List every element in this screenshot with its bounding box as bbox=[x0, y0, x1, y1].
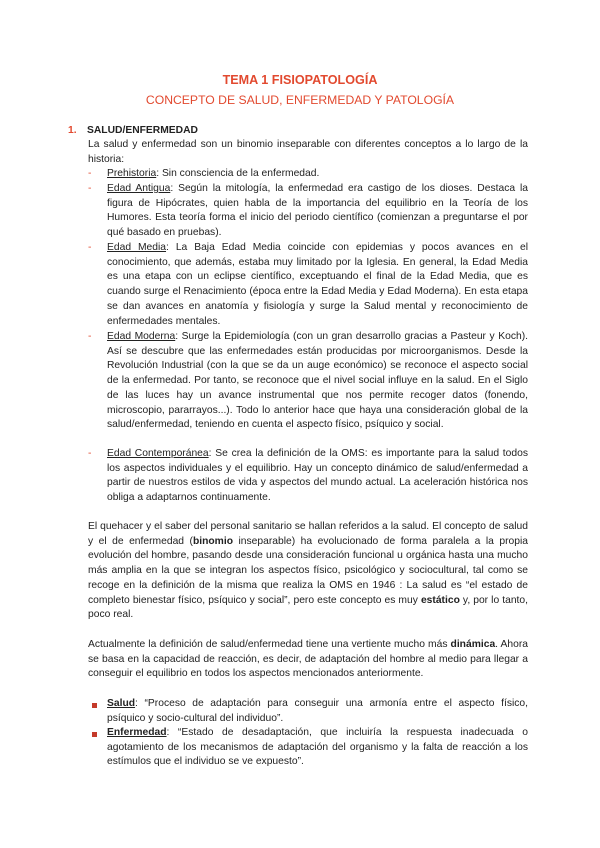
history-term: Edad Antigua bbox=[107, 183, 171, 194]
bullet-marker: - bbox=[88, 331, 92, 342]
history-item-edad-antigua bbox=[107, 182, 528, 241]
emphasis-dinamica: dinámica bbox=[450, 639, 496, 650]
bullet-marker: - bbox=[88, 183, 92, 194]
history-item-edad-media bbox=[107, 241, 528, 329]
history-text: : Se crea la definición de la OMS: es importante para la salud todos los aspectos individuales y el equilibrio. Hay un concepto dinámico de salud/enfermedad a partir de nuestros estilos de vida y aspectos del mundo actual. La aceleración histórica nos obliga a adaptarnos continuamente. bbox=[107, 448, 528, 504]
section-title: SALUD/ENFERMEDAD bbox=[87, 125, 198, 136]
bullet-marker: - bbox=[88, 168, 92, 179]
document-title: TEMA 1 FISIOPATOLOGÍA bbox=[222, 73, 378, 87]
history-item-prehistoria bbox=[107, 167, 528, 182]
emphasis-binomio: binomio bbox=[192, 535, 233, 547]
history-term: Edad Media bbox=[107, 242, 167, 253]
history-term: Edad Contemporánea bbox=[107, 448, 209, 459]
history-text: : Surge la Epidemiología (con un gran desarrollo gracias a Pasteur y Koch). Así se descubre que las enfermedades están producidas por microorganismos. Desde la Revolución Industrial (con la que se da un auge económico) se reconoce el aspecto social de la enfermedad. Por tanto, se reconoce que el nivel social influye en la salud. En el Siglo de las luces hay un avance instrumental que nos permite recoger datos (fonendo, microscopio, pararrayos...). Todo lo anterior hace que haya una consideración global de la salud/enfermedad, teniendo en cuenta el aspecto físico, psíquico y social. bbox=[107, 331, 528, 431]
history-item-edad-moderna bbox=[107, 330, 528, 433]
paragraph-text: inseparable) ha evolucionado de forma paralela a la propia evolución del hombre, pasando desde una consideración funcional u orgánica hasta una mucho más amplia en la que se integran los aspectos físico, psicológico y sociocultural, tal como se recoge en la definición de la misma que realiza la OMS en 1946 : La salud es “el estado de completo bienestar físico, psíquico y social”, pero este concepto es muy bbox=[88, 535, 528, 606]
document-subtitle: CONCEPTO DE SALUD, ENFERMEDAD Y PATOLOGÍA bbox=[145, 93, 455, 107]
history-term: Prehistoria bbox=[107, 168, 157, 179]
bullet-marker: - bbox=[88, 448, 92, 459]
definition-enfermedad bbox=[107, 726, 528, 770]
square-bullet-icon bbox=[92, 703, 97, 708]
history-text: : Según la mitología, la enfermedad era castigo de los dioses. Destaca la figura de Hipócrates, quien habla de la importancia del equilibrio en la Teoría de los Humores. Esta teoría forma el inicio del periodo científico (comienzan a preguntarse el por qué basado en pruebas). bbox=[107, 183, 528, 239]
square-bullet-icon bbox=[92, 732, 97, 737]
emphasis-estatico: estático bbox=[420, 594, 460, 606]
history-term: Edad Moderna bbox=[107, 331, 176, 342]
paragraph-definicion-dinamica bbox=[88, 638, 528, 682]
paragraph-text: Actualmente la definición de salud/enfermedad tiene una vertiente mucho más bbox=[88, 639, 451, 650]
paragraph-text: El quehacer y el saber del personal sanitario se hallan referidos a la salud. El concepto de salud y el de enfermedad ( bbox=[88, 521, 528, 547]
paragraph-concepto-salud bbox=[88, 520, 528, 623]
history-text: : La Baja Edad Media coincide con epidemias y pocos avances en el conocimiento, que además, estaba muy limitado por la Iglesia. En general, la Edad Media es una etapa con un eclipse científico, exceptuando el final de la Edad Media, que es cuando surge el Renacimiento (época entre la Edad Media y Edad Moderna). En esta etapa se dan avances en anatomía y fisiología y surge la Salud mental y reconocimiento de enfermedades mentales. bbox=[107, 242, 528, 327]
definition-text: : “Proceso de adaptación para conseguir una armonía entre el aspecto físico, psíquico y socio-cultural del individuo”. bbox=[107, 698, 528, 724]
paragraph-text: y, por lo tanto, poco real. bbox=[88, 594, 528, 621]
history-text: : Sin consciencia de la enfermedad. bbox=[156, 168, 320, 179]
section-intro: La salud y enfermedad son un binomio inseparable con diferentes conceptos a lo largo de la historia: bbox=[88, 139, 528, 165]
section-number: 1. bbox=[68, 125, 77, 136]
bullet-marker: - bbox=[88, 242, 92, 253]
definition-term: Enfermedad bbox=[107, 727, 167, 738]
definition-term: Salud bbox=[107, 698, 136, 709]
paragraph-text: . Ahora se basa en la capacidad de reacción, es decir, de adaptación del hombre al medio para llegar a conseguir el equilibrio en todos los aspectos mencionados anteriormente. bbox=[88, 639, 528, 680]
history-item-edad-contemporanea bbox=[107, 447, 528, 506]
definition-text: : “Estado de desadaptación, que incluiría la respuesta inadecuada o agotamiento de los mecanismos de adaptación del organismo y la falta de reacción a los estímulos que el individuo se ve expuesto”. bbox=[107, 727, 528, 768]
section-heading bbox=[68, 124, 198, 138]
definition-salud bbox=[107, 697, 528, 726]
